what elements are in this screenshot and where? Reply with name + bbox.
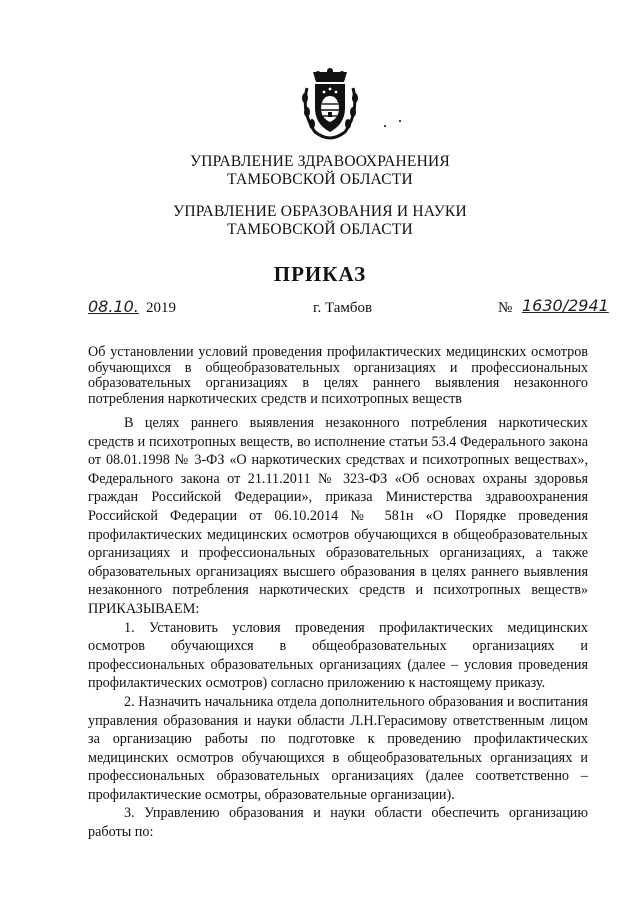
handwritten-number: 1630/2941 bbox=[522, 296, 609, 315]
org2-line1: УПРАВЛЕНИЕ ОБРАЗОВАНИЯ И НАУКИ bbox=[173, 203, 467, 220]
clause-3: 3. Управлению образования и науки области обеспечить организацию работы по: bbox=[88, 805, 588, 841]
number-label: № bbox=[498, 300, 513, 316]
order-subject: Об установлении условий проведения профилактических медицинских осмотров обучающихся в общеобразовательных организациях и профессиональных образовательных организациях в целях раннего выявления незаконного потребления наркотических средств и психотропных веществ bbox=[88, 344, 588, 407]
handwritten-date: 08.10. bbox=[88, 297, 139, 316]
clause-2: 2. Назначить начальника отдела дополнительного образования и воспитания управления образования и науки области Л.Н.Герасимову ответственным лицом за организацию работы по подготовке к проведению профилактических медицинских осмотров обучающихся в общеобразовательных организациях и профессиональных образовательных организациях (далее соответственно – профилактические осмотры, образовательные организации). bbox=[88, 693, 588, 803]
city: г. Тамбов bbox=[313, 300, 373, 316]
tambov-coat-of-arms-icon bbox=[299, 68, 361, 140]
scan-speck bbox=[399, 120, 401, 122]
clause-1: 1. Установить условия проведения профилактических медицинских осмотров обучающихся в общеобразовательных организациях и профессиональных образовательных организациях (далее – условия проведения профилактических осмотров) согласно приложению к настоящему приказу. bbox=[88, 619, 588, 692]
issuing-authority-health bbox=[0, 153, 640, 189]
org2-line2: ТАМБОВСКОЙ ОБЛАСТИ bbox=[227, 221, 413, 238]
document-title: ПРИКАЗ bbox=[273, 262, 367, 286]
preamble-paragraph: В целях раннего выявления незаконного потребления наркотических средств и психотропных веществ, во исполнение статьи 53.4 Федерального закона от 08.01.1998 № 3-ФЗ «О наркотических средствах и психотропных веществах», Федерального закона от 21.11.2011 № 323-ФЗ «Об основах охраны здоровья граждан Российской Федерации», приказа Министерства здравоохранения Российской Федерации от 06.10.2014 № 581н «О Порядке проведения профилактических медицинских осмотров обучающихся в общеобразовательных организациях и профессиональных образовательных организациях, а также образовательных организациях высшего образования в целях раннего выявления незаконного потребления наркотических средств и психотропных веществ» ПРИКАЗЫВАЕМ: bbox=[88, 415, 588, 617]
issuing-authority-education bbox=[0, 203, 640, 239]
org1-line2: ТАМБОВСКОЙ ОБЛАСТИ bbox=[227, 171, 413, 188]
order-body bbox=[88, 414, 588, 842]
date-number-line bbox=[88, 296, 609, 324]
date-year: 2019 bbox=[146, 300, 176, 316]
scan-speck bbox=[384, 125, 386, 127]
org1-line1: УПРАВЛЕНИЕ ЗДРАВООХРАНЕНИЯ bbox=[190, 153, 450, 170]
